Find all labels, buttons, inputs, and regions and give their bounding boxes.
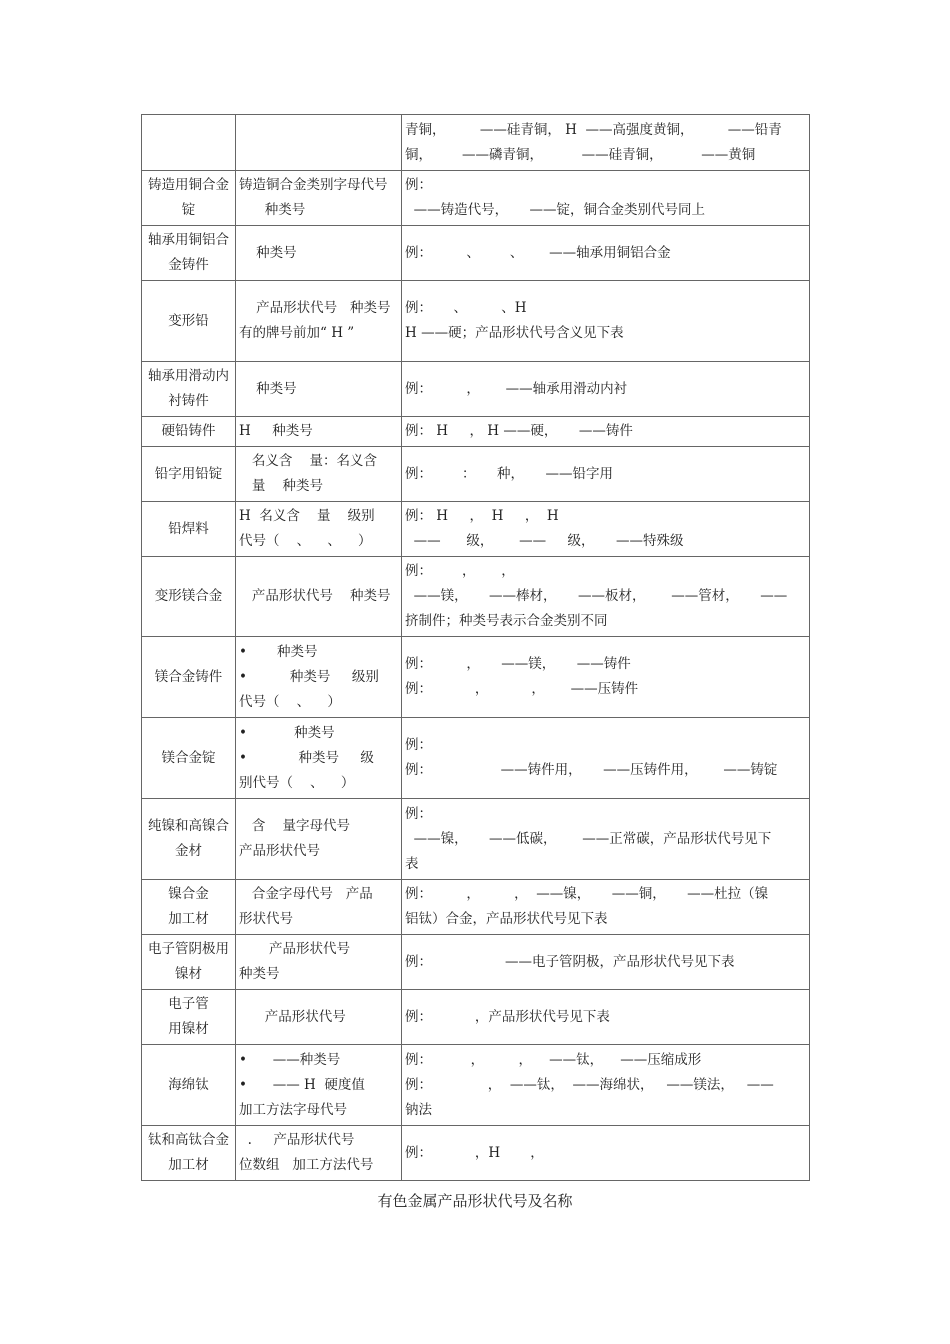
alloy-name-cell: [142, 637, 236, 718]
code-format-cell: [236, 1126, 402, 1181]
alloy-name-line: 铸造用铜合金锭: [148, 177, 229, 218]
code-format-line: . 产品形状代号: [239, 1132, 355, 1148]
example-line: ——镁， ——棒材， ——板材， ——管材， ——: [405, 588, 788, 604]
code-format-cell: [236, 362, 402, 417]
code-format-line: 铸造铜合金类别字母代号: [239, 177, 388, 193]
code-format-line: 含 量字母代号: [239, 818, 351, 834]
table-row: [142, 417, 810, 447]
alloy-name-cell: [142, 990, 236, 1045]
code-format-line: 形状代号: [239, 911, 293, 927]
alloy-name-line: 电子管: [168, 996, 209, 1012]
code-format-line: 产品形状代号 种类号: [239, 300, 391, 316]
code-format-line: 位数组 加工方法代号: [239, 1157, 374, 1173]
example-cell: [402, 447, 810, 502]
table-row: [142, 1045, 810, 1126]
table-row: [142, 226, 810, 281]
table-row: [142, 637, 810, 718]
example-cell: [402, 990, 810, 1045]
alloy-name-line: 变形铅: [168, 312, 209, 329]
example-line: 例：: [405, 805, 432, 822]
alloy-name-line: 镍合金: [168, 886, 209, 902]
alloy-name-line: 用镍材: [168, 1021, 209, 1037]
alloy-name-line: 镁合金锭: [161, 749, 216, 766]
alloy-name-cell: [142, 417, 236, 447]
table-row: [142, 880, 810, 935]
code-format-line: 种类号: [239, 966, 280, 982]
table-body: [142, 115, 810, 1181]
example-line: 例： ——铸件用， ——压铸件用， ——铸锭: [405, 762, 778, 778]
alloy-code-table: [141, 114, 810, 1181]
code-format-line: 产品形状代号: [239, 843, 320, 859]
example-line: 例：: [405, 177, 432, 193]
table-row: [142, 281, 810, 362]
table-row: [142, 447, 810, 502]
alloy-name-cell: [142, 362, 236, 417]
code-format-line: 产品形状代号: [239, 1008, 346, 1025]
alloy-name-cell: [142, 718, 236, 799]
code-format-cell: [236, 171, 402, 226]
table-row: [142, 1126, 810, 1181]
table-row: [142, 362, 810, 417]
example-cell: [402, 799, 810, 880]
code-format-cell: [236, 226, 402, 281]
example-line: 例： H ， H ——硬， ——铸件: [405, 423, 633, 439]
alloy-name-line: 钛和高钛合金加工材: [148, 1132, 229, 1173]
code-format-line: • 种类号: [239, 643, 318, 660]
code-format-line: • 种类号 级别: [239, 668, 379, 685]
example-line: 挤制件；种类号表示合金类别不同: [405, 613, 608, 629]
code-format-cell: [236, 990, 402, 1045]
alloy-name-line: 电子管阴极用镍材: [148, 941, 229, 982]
alloy-name-cell: [142, 557, 236, 637]
code-format-line: 种类号: [239, 244, 297, 261]
example-cell: [402, 226, 810, 281]
code-format-cell: [236, 637, 402, 718]
code-format-line: 产品形状代号 种类号: [239, 588, 391, 604]
example-line: 例： ， ——钛， ——海绵状， ——镁法， ——: [405, 1076, 774, 1093]
code-format-cell: [236, 447, 402, 502]
example-line: 例： ， ， ——镍， ——铜， ——杜拉（镍: [405, 886, 769, 902]
code-format-cell: [236, 281, 402, 362]
table-row: [142, 990, 810, 1045]
code-format-line: 别代号（ 、 ）: [239, 774, 355, 791]
example-line: 青铜， ——硅青铜， H ——高强度黄铜， ——铅青: [405, 121, 782, 138]
example-cell: [402, 557, 810, 637]
code-format-line: 代号（ 、 、 ）: [239, 533, 372, 549]
example-line: 例： 、 、H: [405, 300, 527, 316]
example-cell: [402, 1045, 810, 1126]
code-format-cell: [236, 718, 402, 799]
alloy-name-line: 轴承用铜铝合金铸件: [148, 232, 229, 273]
table-row: [142, 557, 810, 637]
alloy-name-line: 纯镍和高镍合金材: [148, 818, 229, 859]
code-format-cell: [236, 880, 402, 935]
alloy-name-cell: [142, 281, 236, 362]
example-cell: [402, 115, 810, 171]
alloy-name-line: 铅字用铅锭: [154, 465, 223, 482]
example-line: H ——硬；产品形状代号含义见下表: [405, 325, 624, 341]
example-line: 例：: [405, 737, 432, 753]
alloy-name-cell: [142, 115, 236, 171]
example-line: 例： ， ，: [405, 563, 515, 579]
example-cell: [402, 935, 810, 990]
alloy-name-line: 硬铅铸件: [161, 423, 216, 439]
code-format-line: 种类号: [239, 380, 297, 397]
code-format-line: 合金字母代号 产品: [239, 886, 373, 902]
table-row: [142, 718, 810, 799]
example-line: 例： H ， H ， H: [405, 508, 559, 524]
code-format-cell: [236, 557, 402, 637]
example-line: 例： 、 、 ——轴承用铜铝合金: [405, 244, 671, 261]
alloy-name-line: 变形镁合金: [154, 588, 223, 604]
example-line: —— 级， —— 级， ——特殊级: [405, 533, 684, 549]
alloy-name-cell: [142, 1045, 236, 1126]
code-format-line: 有的牌号前加“ H ”: [239, 325, 355, 341]
example-cell: [402, 880, 810, 935]
example-line: 例： ——电子管阴极，产品形状代号见下表: [405, 953, 735, 970]
alloy-name-line: 海绵钛: [168, 1076, 209, 1093]
alloy-name-cell: [142, 1126, 236, 1181]
alloy-name-cell: [142, 171, 236, 226]
example-line: 铜， ——磷青铜， ——硅青铜， ——黄铜: [405, 146, 756, 163]
example-cell: [402, 281, 810, 362]
example-line: ——铸造代号， ——锭，铜合金类别代号同上: [405, 202, 706, 218]
alloy-name-line: 轴承用滑动内衬铸件: [148, 368, 229, 409]
example-cell: [402, 362, 810, 417]
alloy-name-line: [145, 130, 232, 155]
alloy-name-cell: [142, 447, 236, 502]
code-format-line: 代号（ 、 ）: [239, 693, 341, 710]
alloy-name-line: 加工材: [168, 911, 209, 927]
example-line: 表: [405, 855, 419, 872]
code-format-line: H 种类号: [239, 423, 313, 439]
code-format-line: 量 种类号: [239, 478, 324, 494]
code-format-line: 名义含 量：名义含: [239, 453, 378, 469]
alloy-name-line: 镁合金铸件: [154, 668, 223, 685]
example-cell: [402, 417, 810, 447]
code-format-line: • —— H 硬度值: [239, 1076, 365, 1093]
table-row: [142, 502, 810, 557]
example-line: 例： ，产品形状代号见下表: [405, 1008, 610, 1025]
example-line: 例： ， ——镁， ——铸件: [405, 656, 631, 672]
table-caption: 有色金属产品形状代号及名称: [377, 1192, 573, 1210]
example-cell: [402, 718, 810, 799]
code-format-line: 加工方法字母代号: [239, 1101, 347, 1118]
table-row: [142, 115, 810, 171]
alloy-name-cell: [142, 502, 236, 557]
table-row: [142, 171, 810, 226]
code-format-cell: [236, 799, 402, 880]
example-line: 例： ，H ，: [405, 1144, 544, 1161]
example-line: 例： ， ， ——压铸件: [405, 681, 639, 697]
code-format-line: 种类号: [239, 202, 306, 218]
code-format-cell: [236, 115, 402, 171]
alloy-name-cell: [142, 226, 236, 281]
example-cell: [402, 502, 810, 557]
example-line: ——镍， ——低碳， ——正常碳，产品形状代号见下: [405, 830, 772, 847]
alloy-name-cell: [142, 880, 236, 935]
example-cell: [402, 1126, 810, 1181]
example-line: 例： ： 种， ——铅字用: [405, 465, 613, 482]
example-cell: [402, 637, 810, 718]
alloy-name-line: 铅焊料: [168, 520, 209, 537]
table-row: [142, 935, 810, 990]
example-cell: [402, 171, 810, 226]
code-format-line: H 名义含 量 级别: [239, 508, 375, 524]
code-format-line: • 种类号 级: [239, 749, 374, 766]
example-line: 钠法: [405, 1101, 432, 1118]
code-format-line: [239, 130, 398, 155]
alloy-name-cell: [142, 935, 236, 990]
code-format-cell: [236, 502, 402, 557]
code-format-line: • ——种类号: [239, 1051, 341, 1068]
example-line: 铝钛）合金，产品形状代号见下表: [405, 911, 608, 927]
example-line: 例： ， ， ——钛， ——压缩成形: [405, 1051, 702, 1068]
code-format-cell: [236, 1045, 402, 1126]
code-format-cell: [236, 417, 402, 447]
code-format-line: • 种类号: [239, 724, 335, 741]
code-format-cell: [236, 935, 402, 990]
alloy-name-cell: [142, 799, 236, 880]
example-line: 例： ， ——轴承用滑动内衬: [405, 380, 628, 397]
code-format-line: 产品形状代号: [239, 941, 351, 957]
table-row: [142, 799, 810, 880]
